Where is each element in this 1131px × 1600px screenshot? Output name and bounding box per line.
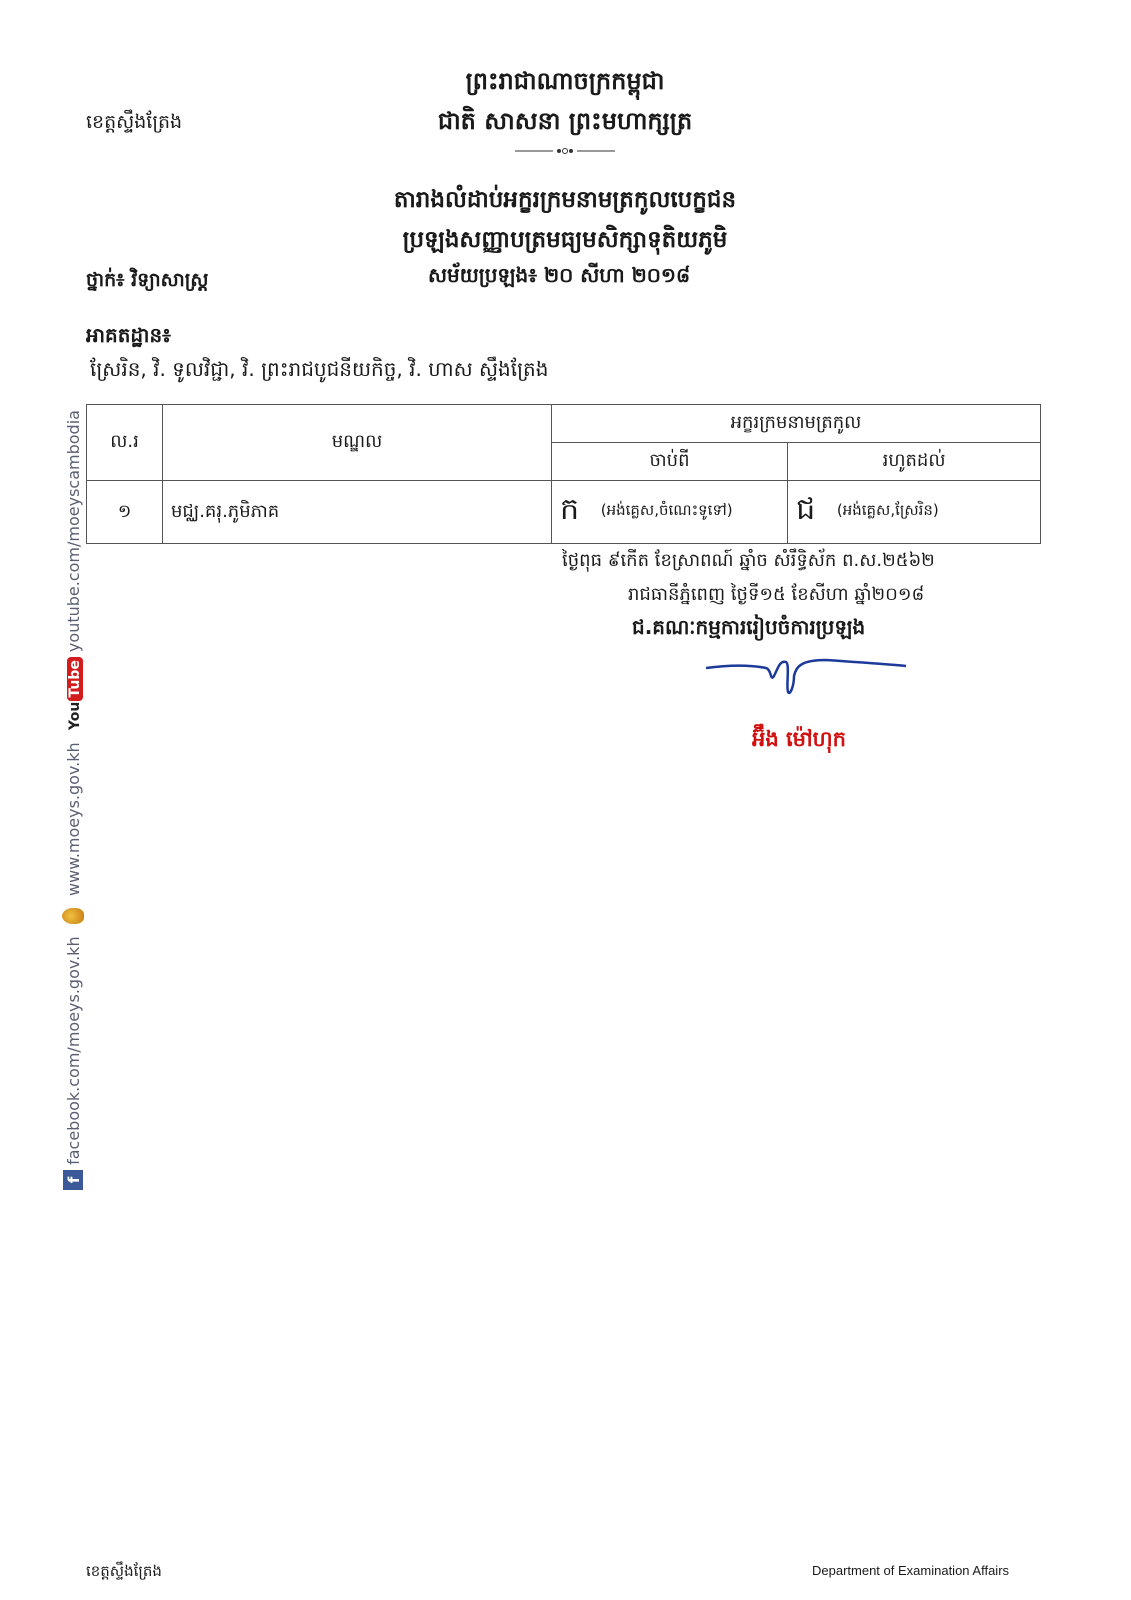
ornament-divider-icon bbox=[515, 146, 615, 156]
youtube-url: youtube.com/moeyscambodia bbox=[63, 410, 83, 653]
to-letter: ជ bbox=[796, 492, 816, 527]
document-title-line1: តារាងលំដាប់អក្ខរក្រមនាមត្រកូលបេក្ខជន bbox=[393, 187, 737, 213]
from-note: (អង់គ្លេស,ចំណេះទូទៅ) bbox=[600, 501, 733, 519]
exam-session: សម័យប្រឡង៖ ២០ សីហា ២០១៨ bbox=[428, 263, 691, 287]
province-header: ខេត្តស្ទឹងត្រែង bbox=[86, 111, 183, 133]
table-header-row bbox=[87, 405, 1041, 443]
header-center: មណ្ឌល bbox=[163, 405, 552, 481]
social-links bbox=[62, 410, 84, 1190]
venue-label: អាគតដ្ឋាន៖ bbox=[86, 323, 171, 347]
header-alphabet: អក្ខរក្រមនាមត្រកូល bbox=[551, 405, 1040, 443]
youtube-logo-tube: Tube bbox=[67, 657, 83, 701]
exam-subject: ថ្នាក់៖ វិទ្យាសាស្ត្រ bbox=[86, 269, 209, 291]
from-letter: ក bbox=[559, 492, 580, 527]
header-from: ចាប់ពី bbox=[551, 443, 787, 481]
to-note: (អង់គ្លេស,ស្រែរិន) bbox=[836, 501, 939, 519]
table-row bbox=[87, 481, 1041, 544]
solar-date: រាជធានីភ្នំពេញ ថ្ងៃទី១៥ ខែសីហា ឆ្នាំ២០១៨ bbox=[628, 584, 925, 605]
header-to: រហូតដល់ bbox=[788, 443, 1041, 481]
youtube-icon bbox=[67, 657, 83, 730]
facebook-url: facebook.com/moeys.gov.kh bbox=[64, 936, 83, 1165]
lunar-date: ថ្ងៃពុធ ៩កើត ខែស្រាពណ៍ ឆ្នាំច សំរឹទ្ធិស័ក ព.ស.២៥៦២ bbox=[562, 550, 935, 571]
footer-department: Department of Examination Affairs bbox=[812, 1563, 1010, 1578]
alphabet-range-table bbox=[86, 404, 1041, 544]
facebook-link bbox=[63, 936, 83, 1190]
social-links-strip bbox=[48, 410, 83, 1190]
document-title-line2: ប្រឡងសញ្ញាបត្រមធ្យមសិក្សាទុតិយភូមិ bbox=[402, 227, 728, 253]
row-from bbox=[551, 481, 787, 544]
kingdom-heading: ព្រះរាជាណាចក្រកម្ពុជា bbox=[465, 67, 665, 95]
youtube-link bbox=[64, 410, 83, 730]
committee-title: ជ.គណៈកម្មការរៀបចំការប្រឡង bbox=[632, 615, 866, 639]
national-motto: ជាតិ សាសនា ព្រះមហាក្សត្រ bbox=[437, 107, 693, 135]
signer-name: អ៊ឹង ម៉ៅហុក bbox=[752, 727, 846, 751]
signature-icon bbox=[706, 656, 926, 716]
row-no: ១ bbox=[87, 481, 163, 544]
website-url: www.moeys.gov.kh bbox=[63, 742, 83, 896]
row-to bbox=[788, 481, 1041, 544]
footer-province: ខេត្តស្ទឹងត្រែង bbox=[86, 1562, 162, 1580]
youtube-logo-you: You bbox=[66, 701, 83, 731]
facebook-icon: f bbox=[63, 1170, 83, 1190]
venue-list: ស្រែរិន, វិ. ទូលវិជ្ជា, វិ. ព្រះរាជបូជនីយកិច្ច, វិ. ហាស ស្ទឹងត្រែង bbox=[90, 357, 549, 381]
ministry-emblem-icon bbox=[62, 908, 84, 924]
row-center: មជ្ឈ.គរុ.ភូមិភាគ bbox=[163, 481, 552, 544]
header-no: ល.រ bbox=[87, 405, 163, 481]
